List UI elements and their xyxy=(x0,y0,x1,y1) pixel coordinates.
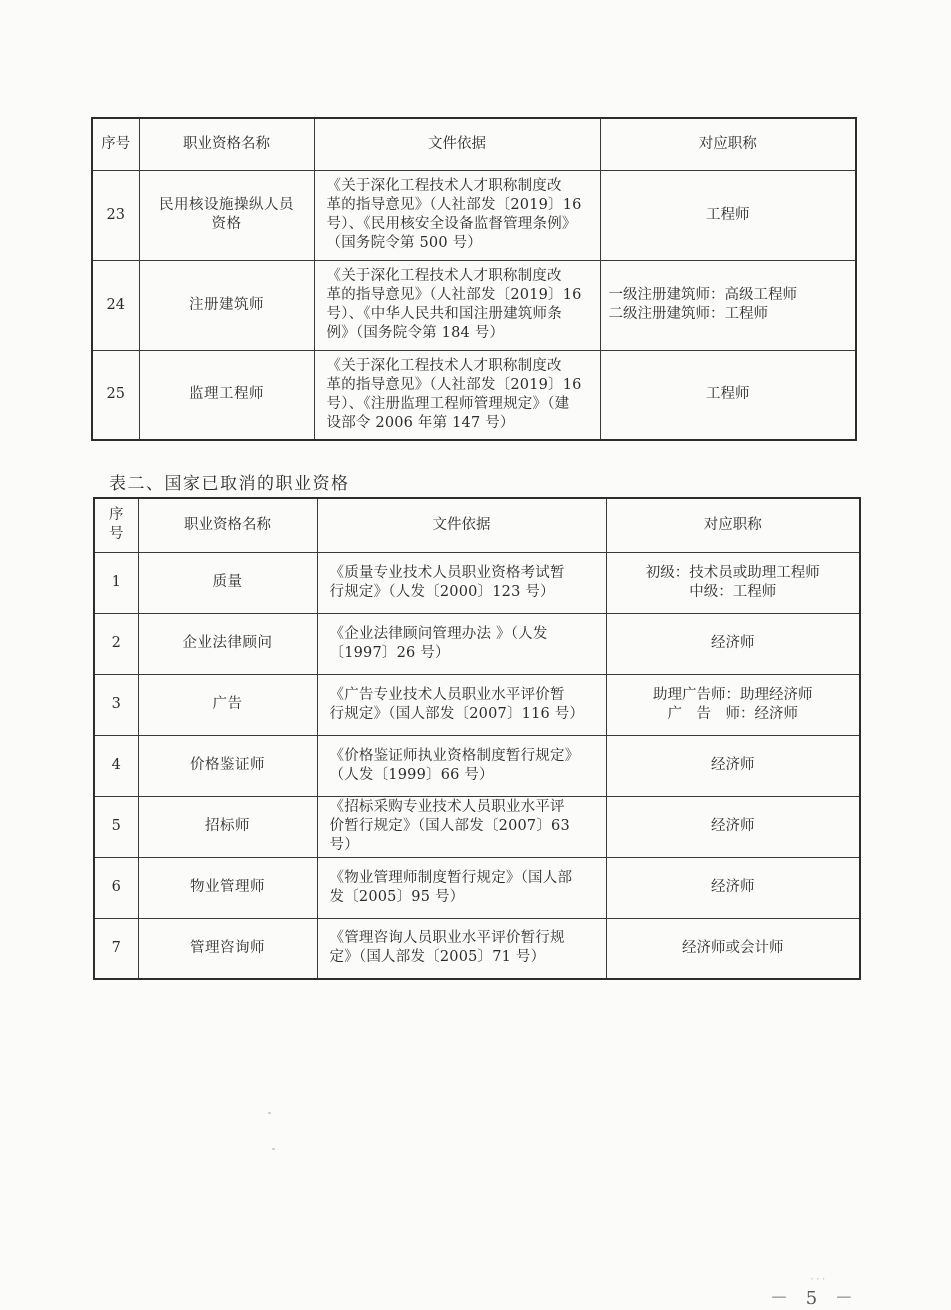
row-document-basis: 《关于深化工程技术人才职称制度改 革的指导意见》（人社部发〔2019〕16 号）、《中华人民共和国注册建筑师条 例》（国务院令第 184 号） xyxy=(326,268,582,341)
row-qualification-name: 管理咨询师 xyxy=(138,918,317,979)
row-professional-title: 经济师 xyxy=(606,735,860,796)
row-document-basis: 《招标采购专业技术人员职业水平评 价暂行规定》（国人部发〔2007〕63 号） xyxy=(329,799,570,853)
table-row xyxy=(94,552,860,613)
row-serial: 24 xyxy=(92,260,139,350)
header-qualification-name: 职业资格名称 xyxy=(138,498,317,552)
row-document-basis: 《关于深化工程技术人才职称制度改 革的指导意见》（人社部发〔2019〕16 号）、《民用核安全设备监督管理条例》 （国务院令第 500 号） xyxy=(326,178,582,251)
row-qualification-name: 质量 xyxy=(138,552,317,613)
table-row xyxy=(92,170,856,260)
table-header-row xyxy=(92,118,856,170)
row-qualification-name: 广告 xyxy=(138,674,317,735)
row-serial: 5 xyxy=(94,796,138,857)
row-qualification-name: 企业法律顾问 xyxy=(138,613,317,674)
table-row xyxy=(94,735,860,796)
row-professional-title: 工程师 xyxy=(706,386,750,403)
table-row xyxy=(94,857,860,918)
table-row xyxy=(94,674,860,735)
row-professional-title: 助理广告师：助理经济师 广 告 师：经济师 xyxy=(653,686,813,722)
row-qualification-name: 监理工程师 xyxy=(189,386,264,403)
header-document-basis: 文件依据 xyxy=(314,118,600,170)
scan-speck xyxy=(268,1112,271,1114)
header-qualification-name: 职业资格名称 xyxy=(139,118,314,170)
row-document-basis: 《企业法律顾问管理办法 》（人发 〔1997〕26 号） xyxy=(329,625,548,661)
table-row xyxy=(94,613,860,674)
row-qualification-name: 注册建筑师 xyxy=(189,296,264,313)
row-serial: 23 xyxy=(92,170,139,260)
header-document-basis: 文件依据 xyxy=(317,498,606,552)
row-document-basis: 《价格鉴证师执业资格制度暂行规定》 （人发〔1999〕66 号） xyxy=(329,747,580,783)
row-serial: 6 xyxy=(94,857,138,918)
row-qualification-name: 物业管理师 xyxy=(138,857,317,918)
row-qualification-name: 价格鉴证师 xyxy=(138,735,317,796)
table-header-row xyxy=(94,498,860,552)
header-serial: 序号 xyxy=(92,118,139,170)
row-document-basis: 《关于深化工程技术人才职称制度改 革的指导意见》（人社部发〔2019〕16 号）、《注册监理工程师管理规定》（建 设部令 2006 年第 147 号） xyxy=(326,357,582,431)
row-qualification-name: 民用核设施操纵人员 资格 xyxy=(159,197,294,232)
row-professional-title: 初级：技术员或助理工程师 中级：工程师 xyxy=(645,564,820,600)
row-professional-title: 经济师 xyxy=(606,613,860,674)
row-professional-title: 一级注册建筑师：高级工程师 二级注册建筑师：工程师 xyxy=(608,287,797,322)
row-professional-title: 工程师 xyxy=(706,206,750,223)
row-document-basis: 《广告专业技术人员职业水平评价暂 行规定》（国人部发〔2007〕116 号） xyxy=(329,686,585,722)
row-document-basis: 《质量专业技术人员职业资格考试暂 行规定》（人发〔2000〕123 号） xyxy=(329,564,565,600)
table-row xyxy=(94,796,860,857)
row-qualification-name: 招标师 xyxy=(138,796,317,857)
row-document-basis: 《物业管理师制度暂行规定》（国人部 发〔2005〕95 号） xyxy=(329,869,573,905)
header-serial: 序号 xyxy=(94,498,138,552)
section-title: 表二、国家已取消的职业资格 xyxy=(109,474,350,494)
table-row xyxy=(92,350,856,440)
row-serial: 3 xyxy=(94,674,138,735)
cancelled-qualification-table xyxy=(93,497,861,980)
row-document-basis: 《管理咨询人员职业水平评价暂行规 定》（国人部发〔2005〕71 号） xyxy=(329,930,565,966)
row-serial: 7 xyxy=(94,918,138,979)
row-serial: 4 xyxy=(94,735,138,796)
row-professional-title: 经济师 xyxy=(606,857,860,918)
table-row xyxy=(94,918,860,979)
page-number: － 5 － xyxy=(770,1288,859,1309)
header-professional-title: 对应职称 xyxy=(600,118,856,170)
qualification-table-continued xyxy=(91,117,857,441)
row-professional-title: 经济师 xyxy=(606,796,860,857)
row-professional-title: 经济师或会计师 xyxy=(606,918,860,979)
watermark: ··· xyxy=(810,1272,828,1286)
row-serial: 25 xyxy=(92,350,139,440)
scan-speck xyxy=(272,1148,275,1150)
row-serial: 1 xyxy=(94,552,138,613)
header-professional-title: 对应职称 xyxy=(606,498,860,552)
row-serial: 2 xyxy=(94,613,138,674)
table-row xyxy=(92,260,856,350)
